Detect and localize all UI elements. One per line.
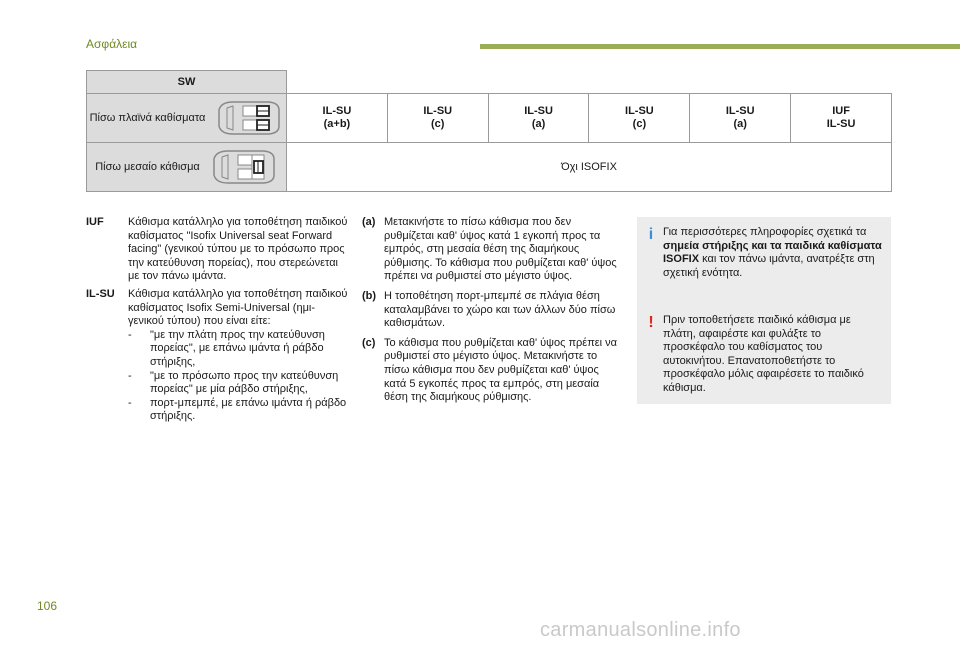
note-a: (a) Μετακινήστε το πίσω κάθισμα που δεν ρυθμίζεται καθ' ύψος κατά 1 εγκοπή προς τα εμπρός, στη μεσαία θέση της διαμήκους ρύθμισης. Το κάθισμα που ρυθμίζεται καθ' ύψος πρέπει να ρυθμιστεί στο μέγιστο ύψος. [362, 216, 617, 283]
definition-ilsu: IL-SU Κάθισμα κατάλληλο για τοποθέτηση παιδικού καθίσματος Isofix Semi-Universal (ημι-γενικού τύπου) που είναι είτε: - "με την πλάτη προς την κατεύθυνση πορείας", με επάνω ιμάντα ή ράβδο στήριξης, - "με το πρόσωπο προς την κατεύθυνση πορείας" με μία ράβδο στήριξης, - πορτ-μπεμπέ, με επάνω ιμάντα ή ράβδο στήριξης. [86, 287, 348, 423]
value-cell: IL-SU (a) [488, 94, 589, 143]
table-row [87, 94, 892, 143]
sw-header-cell: SW [87, 71, 287, 94]
section-title: Ασφάλεια [86, 37, 138, 51]
car-rear-side-seats-icon [213, 98, 283, 138]
list-item: - πορτ-μπεμπέ, με επάνω ιμάντα ή ράβδο στήριξης. [128, 396, 347, 423]
row-label-cell [87, 143, 287, 192]
warning-icon: ! [648, 314, 654, 331]
table-row [87, 143, 892, 192]
value-cell: IL-SU (c) [387, 94, 488, 143]
info-icon: i [648, 226, 654, 243]
value-cell: Όχι ISOFIX [287, 143, 892, 192]
row-label: Πίσω μεσαίο κάθισμα [95, 161, 200, 173]
info-note: i Για περισσότερες πληροφορίες σχετικά τα σημεία στήριξης και τα παιδικά καθίσματα ISOFIX και τον πάνω ιμάντα, ανατρέξτε στη σχετική ενότητα. [645, 226, 883, 280]
value-cell: IL-SU (c) [589, 94, 690, 143]
definitions-column [86, 216, 348, 428]
isofix-seat-table [86, 70, 892, 192]
warning-note: ! Πριν τοποθετήσετε παιδικό κάθισμα με πλάτη, αφαιρέστε και φυλάξτε το προσκέφαλο του καθίσματος του αυτοκινήτου. Επανατοποθετήστε το προσκέφαλο μόλις αφαιρέσετε το παιδικό κάθισμα. [645, 314, 883, 396]
row-label-cell [87, 94, 287, 143]
definition-iuf: IUF Κάθισμα κατάλληλο για τοποθέτηση παιδικού καθίσματος "Isofix Universal seat Forward facing" (γενικού τύπου με το πρόσωπο προς την κατεύθυνση πορείας), που στερεώνεται με τον πάνω ιμάντα. [86, 216, 348, 283]
notes-column [362, 216, 624, 409]
section-divider [480, 44, 960, 49]
value-cell: IL-SU (a) [690, 94, 791, 143]
page-number: 106 [37, 599, 58, 613]
row-label: Πίσω πλαϊνά καθίσματα [89, 112, 206, 124]
watermark: carmanualsonline.info [540, 619, 741, 641]
info-box [637, 217, 891, 404]
list-item: - "με την πλάτη προς την κατεύθυνση πορείας", με επάνω ιμάντα ή ράβδο στήριξης, [128, 328, 325, 368]
value-cell: IUF IL-SU [791, 94, 892, 143]
car-rear-middle-seat-icon [208, 147, 278, 187]
note-b: (b) Η τοποθέτηση πορτ-μπεμπέ σε πλάγια θέση καταλαμβάνει το χώρο και των άλλων δύο πίσω καθισμάτων. [362, 289, 616, 330]
value-cell: IL-SU (a+b) [287, 94, 388, 143]
note-c: (c) Το κάθισμα που ρυθμίζεται καθ' ύψος πρέπει να ρυθμιστεί στο μέγιστο ύψος. Μετακινήστε το πίσω κάθισμα που δεν ρυθμίζεται καθ' ύψος κατά 5 εγκοπές προς τα εμπρός, στη μεσαία θέση της διαμήκους ρύθμισης. [362, 336, 618, 404]
list-item: - "με το πρόσωπο προς την κατεύθυνση πορείας" με μία ράβδο στήριξης, [128, 369, 339, 396]
